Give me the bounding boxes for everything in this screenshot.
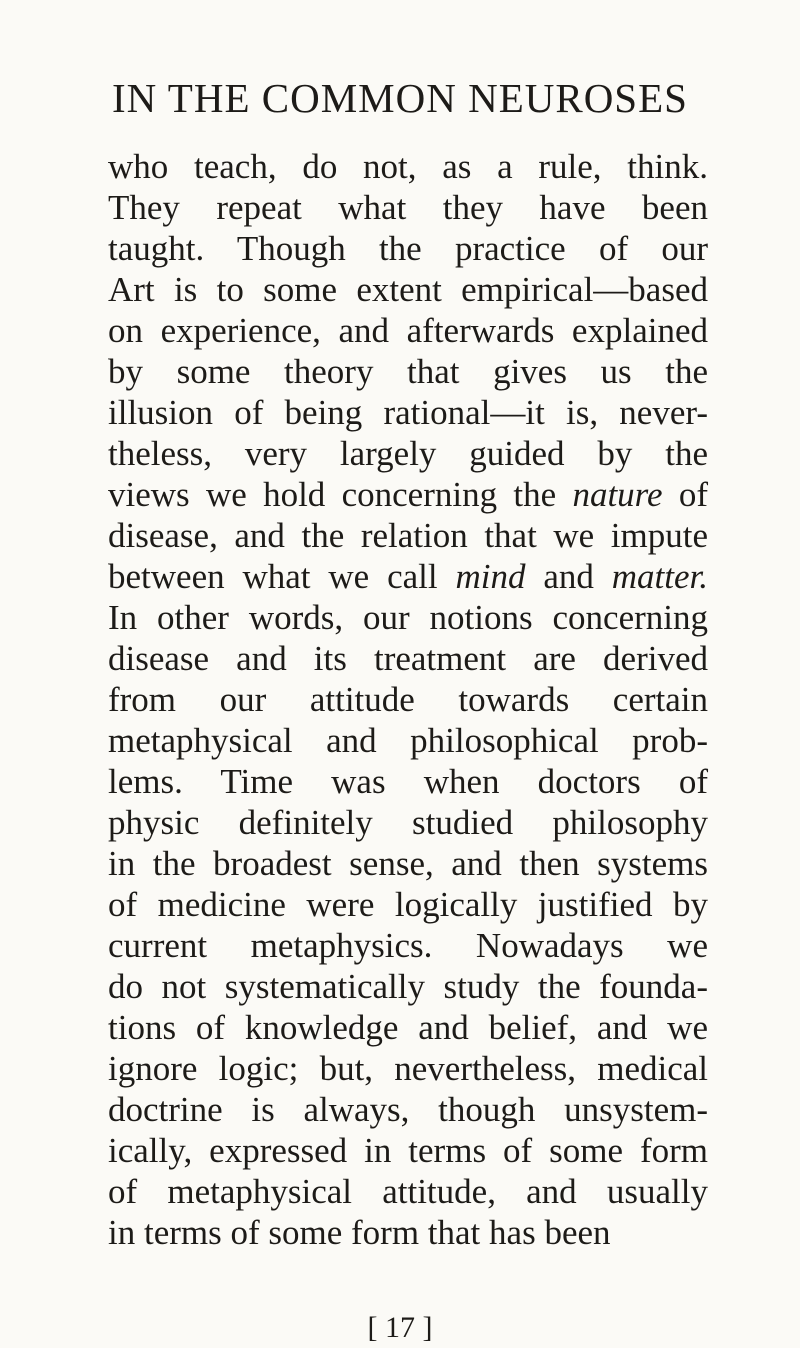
text-line [108, 556, 708, 597]
text-line [108, 269, 708, 310]
text-run: In other words, our notions concerning [108, 598, 708, 637]
text-line [108, 679, 708, 720]
text-line [108, 802, 708, 843]
text-run: by some theory that gives us the [108, 352, 708, 391]
text-line [108, 720, 708, 761]
text-run: They repeat what they have been [108, 188, 708, 227]
text-run: theless, very largely guided by the [108, 434, 708, 473]
italic-word: nature [572, 475, 663, 514]
text-run: illusion of being rational—it is, never- [108, 393, 708, 432]
text-run: of medicine were logically justified by [108, 885, 708, 924]
text-run: on experience, and afterwards explained [108, 311, 708, 350]
text-line [108, 392, 708, 433]
text-line [108, 1130, 708, 1171]
page-number: [ 17 ] [367, 1311, 433, 1344]
text-line [108, 433, 708, 474]
text-run: in terms of some form that has been [108, 1213, 611, 1252]
text-line [108, 146, 708, 187]
text-line [108, 597, 708, 638]
text-line [108, 1007, 708, 1048]
text-line [108, 884, 708, 925]
text-line [108, 1048, 708, 1089]
text-line [108, 187, 708, 228]
text-line [108, 351, 708, 392]
text-line [108, 761, 708, 802]
text-line [108, 638, 708, 679]
text-line [108, 843, 708, 884]
text-line [108, 1089, 708, 1130]
text-run: of metaphysical attitude, and usually [108, 1172, 708, 1211]
text-run: and [525, 557, 612, 596]
text-line [108, 1212, 708, 1253]
text-run: tions of knowledge and belief, and we [108, 1008, 708, 1047]
text-run: disease and its treatment are derived [108, 639, 708, 678]
text-run: Art is to some extent empirical—based [108, 270, 708, 309]
text-run: doctrine is always, though unsystem- [108, 1090, 708, 1129]
text-run: of [662, 475, 709, 514]
text-run: taught. Though the practice of our [108, 229, 708, 268]
text-line [108, 228, 708, 269]
text-line [108, 310, 708, 351]
text-line [108, 515, 708, 556]
text-run: ically, expressed in terms of some form [108, 1131, 708, 1170]
text-line [108, 925, 708, 966]
text-run: current metaphysics. Nowadays we [108, 926, 708, 965]
italic-word: mind [455, 557, 526, 596]
text-run: metaphysical and philosophical prob- [108, 721, 708, 760]
text-run: from our attitude towards certain [108, 680, 708, 719]
text-run: views we hold concerning the [108, 475, 573, 514]
text-run: physic definitely studied philosophy [108, 803, 708, 842]
text-line [108, 474, 708, 515]
text-run: between what we call [108, 557, 456, 596]
text-run: disease, and the relation that we impute [108, 516, 708, 555]
text-run: do not systematically study the founda- [108, 967, 708, 1006]
running-head: IN THE COMMON NEUROSES [112, 75, 688, 121]
body-text [108, 146, 708, 1253]
italic-word: matter. [611, 557, 708, 596]
text-line [108, 966, 708, 1007]
text-run: ignore logic; but, nevertheless, medical [108, 1049, 708, 1088]
text-run: who teach, do not, as a rule, think. [108, 147, 708, 186]
text-run: lems. Time was when doctors of [108, 762, 708, 801]
text-line [108, 1171, 708, 1212]
text-run: in the broadest sense, and then systems [108, 844, 708, 883]
